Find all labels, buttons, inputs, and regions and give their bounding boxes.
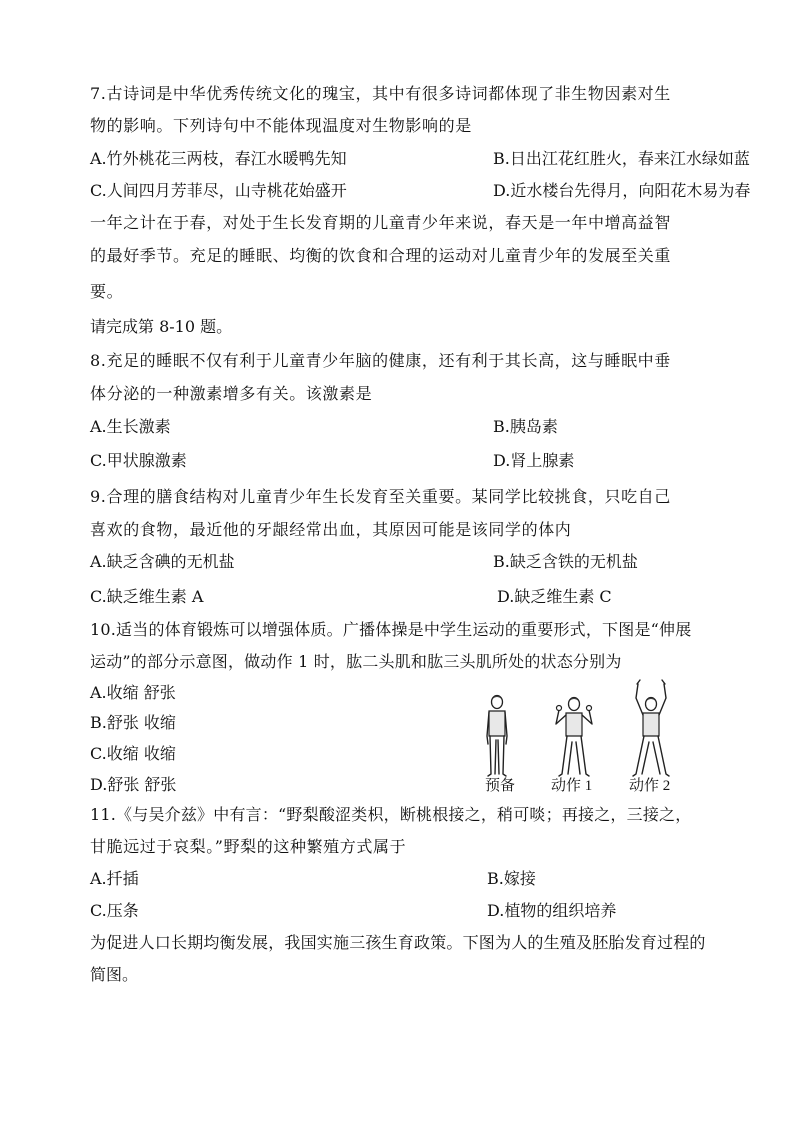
intro-line2: 的最好季节。充足的睡眠、均衡的饮食和合理的运动对儿童青少年的发展至关重 — [90, 246, 672, 265]
q11-option-b: B.嫁接 — [487, 869, 536, 888]
q11-options-row2 — [90, 901, 710, 921]
stretch-figures-illustration — [465, 678, 725, 778]
outro-line1: 为促进人口长期均衡发展，我国实施三孩生育政策。下图为人的生殖及胚胎发育过程的 — [90, 933, 706, 952]
q8-options-row2 — [90, 451, 710, 471]
q10-option-c: C.收缩 收缩 — [90, 744, 176, 763]
intro-line3: 要。 — [90, 282, 124, 301]
q7-options-row2 — [90, 181, 751, 201]
q7-option-d: D.近水楼台先得月，向阳花木易为春 — [493, 181, 751, 200]
q8-option-d: D.肾上腺素 — [493, 451, 575, 470]
q11-stem-line2: 甘脆远过于哀梨。”野梨的这种繁殖方式属于 — [90, 837, 407, 856]
q10-option-d: D.舒张 舒张 — [90, 775, 177, 794]
q9-options-row2 — [90, 587, 710, 607]
stretch-exercise-figure — [465, 678, 725, 800]
figure-action1-pose — [556, 698, 592, 777]
q11-options-row1 — [90, 869, 710, 889]
outro-line2: 简图。 — [90, 965, 139, 984]
q10-stem-line2: 运动”的部分示意图，做动作 1 时，肱二头肌和肱三头肌所处的状态分别为 — [90, 652, 622, 671]
intro-line1: 一年之计在于春，对处于生长发育期的儿童青少年来说，春天是一年中增高益智 — [90, 213, 672, 232]
q8-options-row1 — [90, 417, 710, 437]
q9-option-b: B.缺乏含铁的无机盐 — [493, 552, 638, 571]
q9-option-c: C.缺乏维生素 A — [90, 587, 204, 606]
q11-option-a: A.扦插 — [90, 869, 139, 888]
q8-stem-line1: 8.充足的睡眠不仅有利于儿童青少年脑的健康，还有利于其长高，这与睡眠中垂 — [90, 351, 671, 370]
q11-option-d: D.植物的组织培养 — [487, 901, 617, 920]
q9-options-row1 — [90, 552, 710, 572]
figure-caption-action2: 动作 2 — [629, 778, 671, 794]
figure-ready-pose — [487, 696, 507, 777]
intro-line4: 请完成第 8-10 题。 — [90, 317, 233, 336]
q8-option-c: C.甲状腺激素 — [90, 451, 187, 470]
q7-option-c: C.人间四月芳菲尽，山寺桃花始盛开 — [90, 181, 347, 200]
q8-stem-line2: 体分泌的一种激素增多有关。该激素是 — [90, 384, 373, 403]
q7-option-b: B.日出江花红胜火，春来江水绿如蓝 — [493, 149, 750, 168]
q7-option-a: A.竹外桃花三两枝，春江水暖鸭先知 — [90, 149, 347, 168]
q7-stem-line2: 物的影响。下列诗句中不能体现温度对生物影响的是 — [90, 116, 472, 135]
q9-option-a: A.缺乏含碘的无机盐 — [90, 552, 235, 571]
figure-caption-action1: 动作 1 — [551, 778, 593, 794]
q9-stem-line1: 9.合理的膳食结构对儿童青少年生长发育至关重要。某同学比较挑食，只吃自己 — [90, 487, 671, 506]
q9-option-d: D.缺乏维生素 C — [497, 587, 612, 606]
q8-option-b: B.胰岛素 — [493, 417, 558, 436]
q11-option-c: C.压条 — [90, 901, 139, 920]
figure-caption-ready: 预备 — [485, 778, 516, 794]
q10-option-a: A.收缩 舒张 — [90, 683, 176, 702]
q10-stem-line1: 10.适当的体育锻炼可以增强体质。广播体操是中学生运动的重要形式，下图是“伸展 — [90, 620, 692, 639]
q7-options-row1 — [90, 149, 750, 169]
q7-stem-line1: 7.古诗词是中华优秀传统文化的瑰宝，其中有很多诗词都体现了非生物因素对生 — [90, 84, 671, 103]
figure-action2-pose — [633, 680, 669, 776]
q9-stem-line2: 喜欢的食物，最近他的牙龈经常出血，其原因可能是该同学的体内 — [90, 520, 572, 539]
q8-option-a: A.生长激素 — [90, 417, 171, 436]
q11-stem-line1: 11.《与吴介兹》中有言：“野梨酸涩类枳，断桃根接之，稍可啖；再接之，三接之， — [90, 805, 692, 824]
q10-option-b: B.舒张 收缩 — [90, 713, 176, 732]
